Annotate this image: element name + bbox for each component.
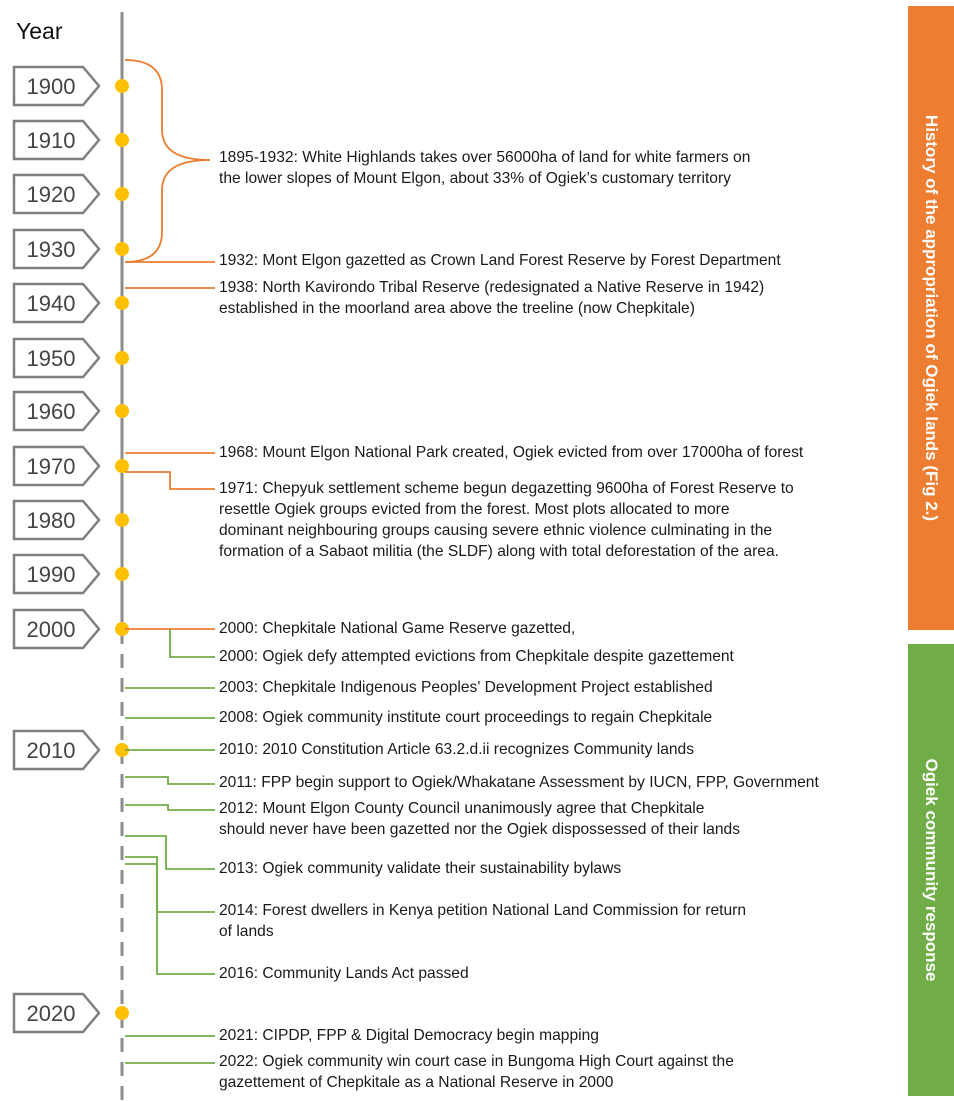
event-text-line: dominant neighbouring groups causing severe ethnic violence culminating in the [219,522,773,539]
event-item [219,618,575,639]
event-text-line: 2014: Forest dwellers in Kenya petition National Land Commission for return [219,902,746,919]
event-text-line: 2000: Ogiek defy attempted evictions from Chepkitale despite gazettement [219,648,734,665]
year-box-label: 1970 [26,454,76,479]
response-band-label: Ogiek community response [922,758,941,982]
event-item [219,277,764,319]
event-item [219,677,713,698]
event-item [219,1051,734,1093]
event-text-line: of lands [219,923,274,940]
year-axis-label: Year [16,18,63,44]
year-box-label: 2010 [26,738,76,763]
event-text-line: 2011: FPP begin support to Ogiek/Whakatane Assessment by IUCN, FPP, Government [219,774,819,791]
year-dot [115,567,129,581]
year-dot [115,133,129,147]
event-item [219,442,803,463]
event-text-line: 1971: Chepyuk settlement scheme begun degazetting 9600ha of Forest Reserve to [219,480,794,497]
event-text-line: 1968: Mount Elgon National Park created, Ogiek evicted from over 17000ha of forest [219,444,804,461]
year-dot [115,79,129,93]
year-dot [115,1006,129,1020]
year-box-label: 1950 [26,346,76,371]
event-item [219,858,621,879]
year-box-label: 1910 [26,128,76,153]
event-text-line: resettle Ogiek groups evicted from the forest. Most plots allocated to more [219,501,730,518]
connector-line [125,857,215,912]
year-box-label: 1960 [26,399,76,424]
event-text-line: established in the moorland area above the treeline (now Chepkitale) [219,300,695,317]
connector-line [125,864,215,974]
event-text-line: 2012: Mount Elgon County Council unanimously agree that Chepkitale [219,800,705,817]
year-dot [115,296,129,310]
event-item [219,147,750,189]
connector-line [125,472,215,489]
event-text-line: 2010: 2010 Constitution Article 63.2.d.ii recognizes Community lands [219,741,695,758]
year-box-label: 1990 [26,562,76,587]
year-box-label: 2020 [26,1001,76,1026]
event-text-line: 2022: Ogiek community win court case in Bungoma High Court against the [219,1053,734,1070]
event-item [219,963,469,984]
year-box-label: 1920 [26,182,76,207]
event-text-line: 2003: Chepkitale Indigenous Peoples' Development Project established [219,679,713,696]
event-item [219,478,794,562]
event-item [219,646,734,667]
year-dot [115,242,129,256]
event-text-line: 2008: Ogiek community institute court proceedings to regain Chepkitale [219,709,713,726]
year-dot [115,513,129,527]
event-item [219,1025,599,1046]
event-text-line: 1895-1932: White Highlands takes over 56000ha of land for white farmers on [219,149,751,166]
response-band [908,644,954,1096]
year-dot [115,459,129,473]
year-dot [115,351,129,365]
year-dot [115,404,129,418]
year-box-label: 1900 [26,74,76,99]
event-text-line: the lower slopes of Mount Elgon, about 33% of Ogiek’s customary territory [219,170,731,187]
brace-connector [125,60,210,262]
event-text-line: 1938: North Kavirondo Tribal Reserve (redesignated a Native Reserve in 1942) [219,279,765,296]
event-text-line: should never have been gazetted nor the Ogiek dispossessed of their lands [219,821,740,838]
event-text-line: 2016: Community Lands Act passed [219,965,469,982]
event-item [219,250,781,271]
event-item [219,900,746,942]
event-text-line: formation of a Sabaot militia (the SLDF) along with total deforestation of the area. [219,543,779,560]
connector-line [170,629,215,657]
year-box-label: 2000 [26,617,76,642]
event-item [219,772,819,793]
year-box-label: 1930 [26,237,76,262]
history-band-label: History of the appropriation of Ogiek lands (Fig 2.) [922,114,941,522]
year-dot [115,187,129,201]
connector-line [125,805,215,810]
connector-line [125,777,215,784]
history-band [908,6,954,630]
event-item [219,707,712,728]
event-text-line: 2000: Chepkitale National Game Reserve gazetted, [219,620,576,637]
event-text-line: 2013: Ogiek community validate their sustainability bylaws [219,860,622,877]
year-box-label: 1940 [26,291,76,316]
event-text-line: 1932: Mont Elgon gazetted as Crown Land Forest Reserve by Forest Department [219,252,781,269]
event-text-line: 2021: CIPDP, FPP & Digital Democracy begin mapping [219,1027,599,1044]
event-item [219,798,740,840]
event-item [219,739,694,760]
year-box-label: 1980 [26,508,76,533]
event-text-line: gazettement of Chepkitale as a National Reserve in 2000 [219,1074,614,1091]
